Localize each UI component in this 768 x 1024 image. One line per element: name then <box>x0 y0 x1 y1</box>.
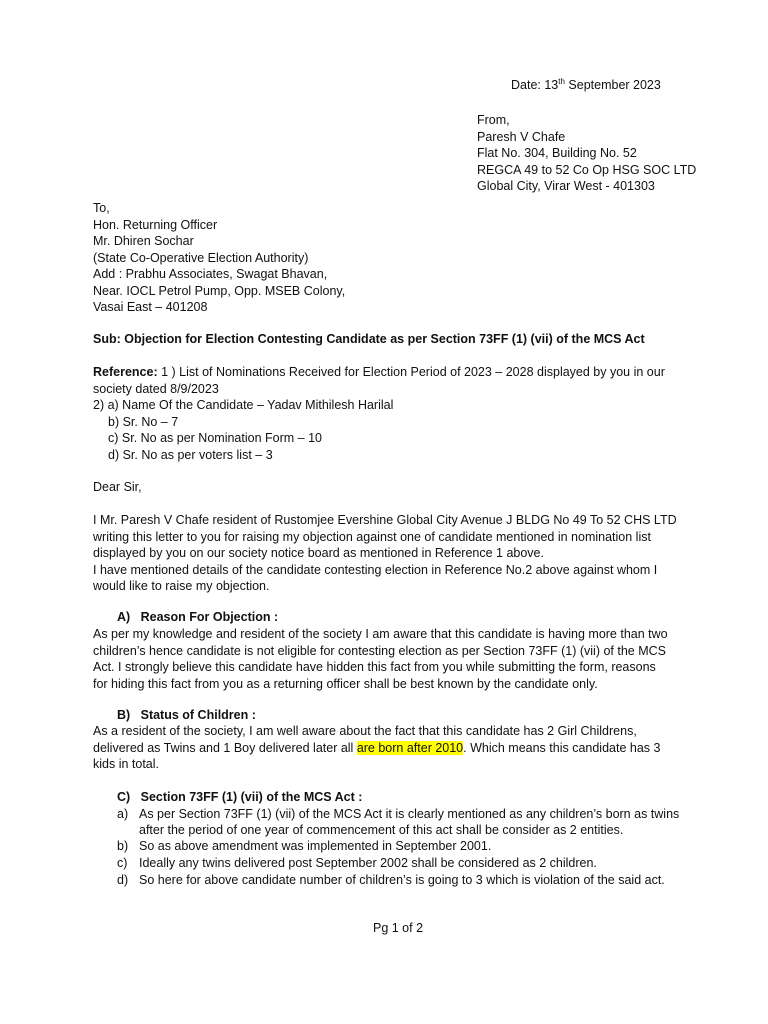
recipient-authority: (State Co-Operative Election Authority) <box>93 250 309 265</box>
section-a-line: Act. I strongly believe this candidate have hidden this fact from you while submitting the form, reasons <box>93 660 656 674</box>
reference-line-3: 2) a) Name Of the Candidate – Yadav Mithilesh Harilal <box>93 398 394 412</box>
sender-address <box>477 112 696 195</box>
sender-name: Paresh V Chafe <box>477 129 566 144</box>
reference-line-4: b) Sr. No – 7 <box>108 414 179 429</box>
section-a-heading: A) Reason For Objection : <box>117 610 279 624</box>
salutation: Dear Sir, <box>93 480 142 494</box>
section-b-text: . Which means this candidate has 3 <box>463 740 661 755</box>
reference-line-1: 1 ) List of Nominations Received for Election Period of 2023 – 2028 displayed by you in our <box>157 365 665 379</box>
letter-date: Date: 13th September 2023 <box>511 76 661 92</box>
section-a-line: for hiding this fact from you as a returning officer shall be best known by the candidate only. <box>93 676 598 691</box>
intro-line: I Mr. Paresh V Chafe resident of Rustomjee Evershine Global City Avenue J BLDG No 49 To 52 CHS LTD <box>93 513 677 527</box>
section-c-item: As per Section 73FF (1) (vii) of the MCS Act it is clearly mentioned as any children’s born as twins <box>139 807 680 821</box>
from-line: From, <box>477 113 510 127</box>
section-c-item: So as above amendment was implemented in September 2001. <box>139 839 492 853</box>
section-c-item-continued: after the period of one year of commencement of this act shall be consider as 2 entities. <box>139 823 624 837</box>
reference-line-6: d) Sr. No as per voters list – 3 <box>108 447 273 462</box>
intro-paragraph <box>93 512 677 595</box>
sender-city: Global City, Virar West - 401303 <box>477 179 655 193</box>
reference-line-2: society dated 8/9/2023 <box>93 381 219 396</box>
recipient-address-2: Near. IOCL Petrol Pump, Opp. MSEB Colony, <box>93 283 346 298</box>
reference-line-5: c) Sr. No as per Nomination Form – 10 <box>108 431 322 445</box>
recipient-address-1: Add : Prabhu Associates, Swagat Bhavan, <box>93 267 328 281</box>
section-c-heading: C) Section 73FF (1) (vii) of the MCS Act : <box>117 790 363 804</box>
section-a-body <box>93 626 668 692</box>
page-number: Pg 1 of 2 <box>373 921 424 935</box>
section-c-marker: a) <box>117 807 129 821</box>
section-c-marker: d) <box>117 873 129 887</box>
section-a-line: As per my knowledge and resident of the society I am aware that this candidate is having more than two <box>93 627 668 641</box>
intro-line: would like to raise my objection. <box>93 579 270 593</box>
subject-line: Sub: Objection for Election Contesting Candidate as per Section 73FF (1) (vii) of the MCS Act <box>93 332 645 346</box>
section-c-item: Ideally any twins delivered post September 2002 shall be considered as 2 children. <box>139 856 597 870</box>
highlighted-text: are born after 2010 <box>356 740 464 755</box>
section-b-line: kids in total. <box>93 757 160 771</box>
section-b-text: delivered as Twins and 1 Boy delivered later all <box>93 740 357 755</box>
section-c-item: So here for above candidate number of children’s is going to 3 which is violation of the said act. <box>139 873 665 887</box>
sender-society: REGCA 49 to 52 Co Op HSG SOC LTD <box>477 162 697 177</box>
section-b-heading: B) Status of Children : <box>117 708 256 722</box>
section-c-marker: c) <box>117 856 128 870</box>
reference-label: Reference: <box>93 365 158 379</box>
section-b-body <box>93 723 660 773</box>
section-c-marker: b) <box>117 839 129 853</box>
recipient-address-3: Vasai East – 401208 <box>93 300 208 314</box>
intro-line: writing this letter to you for raising my objection against one of candidate mentioned in nomination list <box>93 529 651 544</box>
section-b-line: As a resident of the society, I am well aware about the fact that this candidate has 2 Girl Childrens, <box>93 724 637 738</box>
section-a-line: children’s hence candidate is not eligible for contesting election as per Section 73FF (1) (vii) of the MCS <box>93 643 666 658</box>
recipient-name: Mr. Dhiren Sochar <box>93 234 194 248</box>
sender-flat: Flat No. 304, Building No. 52 <box>477 146 637 160</box>
intro-line: I have mentioned details of the candidate contesting election in Reference No.2 above against whom I <box>93 562 658 577</box>
intro-line: displayed by you on our society notice board as mentioned in Reference 1 above. <box>93 546 544 560</box>
reference-block <box>93 364 665 463</box>
recipient-address <box>93 200 345 316</box>
recipient-title: Hon. Returning Officer <box>93 217 218 232</box>
to-line: To, <box>93 201 110 215</box>
